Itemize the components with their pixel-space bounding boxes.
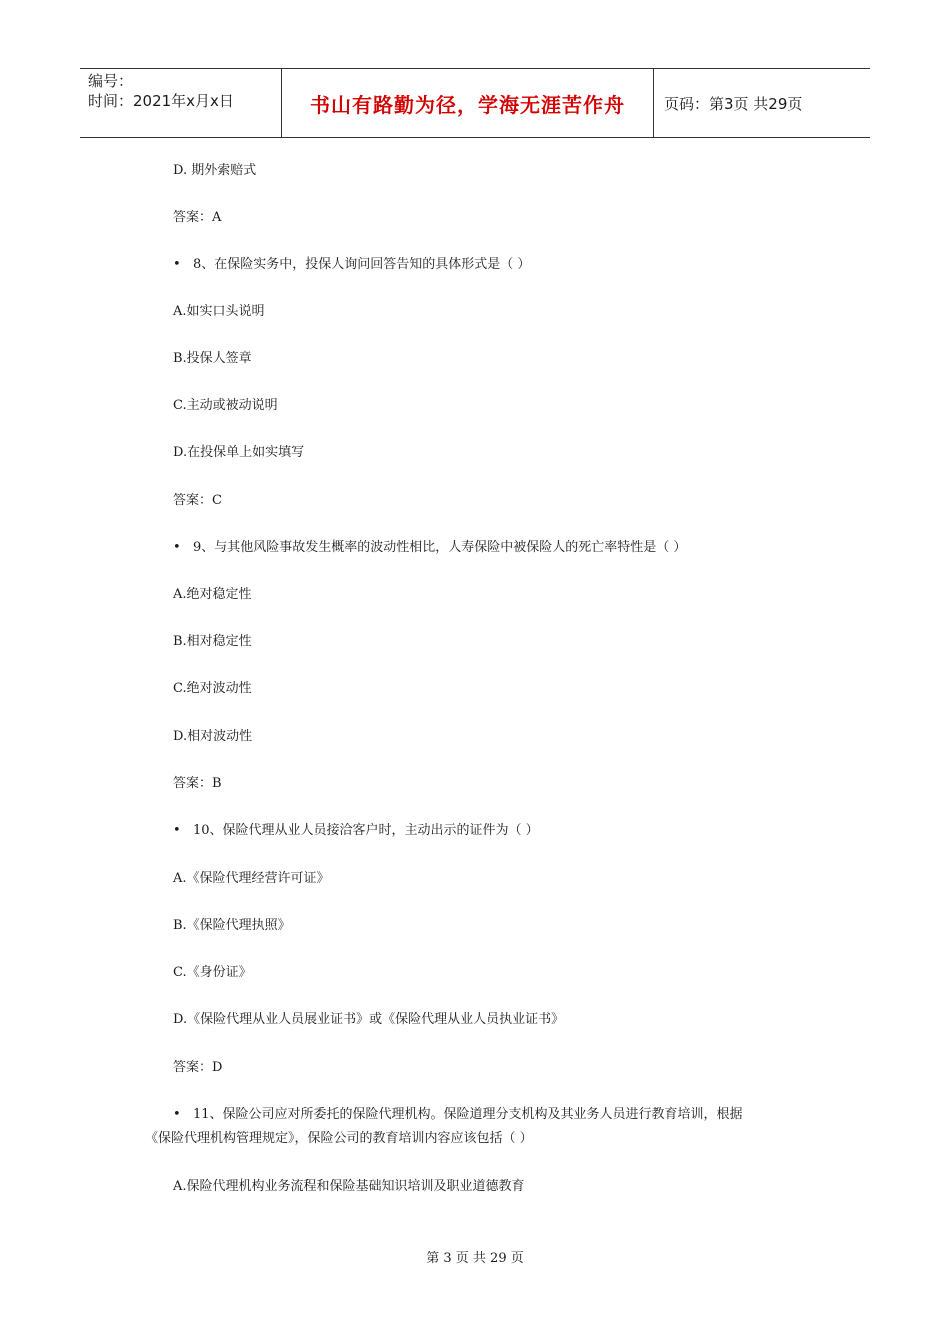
question-text: 10、保险代理从业人员接洽客户时，主动出示的证件为（ ） <box>193 823 539 838</box>
option-line: D.《保险代理从业人员展业证书》或《保险代理从业人员执业证书》 <box>173 1012 565 1027</box>
question-text: 9、与其他风险事故发生概率的波动性相比，人寿保险中被保险人的死亡率特性是（ ） <box>193 540 687 555</box>
option-line: B.投保人签章 <box>173 351 252 366</box>
option-line: D. 期外索赔式 <box>173 163 257 178</box>
option-line: A.如实口头说明 <box>173 304 265 319</box>
option-line: B.《保险代理执照》 <box>173 918 291 933</box>
page-header <box>80 68 870 138</box>
header-page-label: 页码：第3页 共29页 <box>664 94 803 113</box>
answer-line: 答案：C <box>173 493 222 508</box>
question-text: 11、保险公司应对所委托的保险代理机构。保险道理分支机构及其业务人员进行教育培训，根据 <box>193 1107 743 1122</box>
header-meta <box>80 69 282 137</box>
option-line: A.绝对稳定性 <box>173 587 252 602</box>
question-8 <box>173 256 530 274</box>
document-time-label: 时间：2021年x月x日 <box>88 92 234 110</box>
bullet-icon: • <box>173 257 181 272</box>
answer-line: 答案：D <box>173 1060 223 1075</box>
page-footer: 第 3 页 共 29 页 <box>426 1251 524 1266</box>
option-line: D.在投保单上如实填写 <box>173 445 305 460</box>
question-11-continuation: 《保险代理机构管理规定》，保险公司的教育培训内容应该包括（ ） <box>145 1131 533 1146</box>
option-line: C.《身份证》 <box>173 965 252 980</box>
question-9 <box>173 539 686 557</box>
bullet-icon: • <box>173 823 181 838</box>
answer-line: 答案：B <box>173 776 222 791</box>
option-line: C.绝对波动性 <box>173 681 252 696</box>
question-11 <box>173 1106 743 1124</box>
option-line: C.主动或被动说明 <box>173 398 278 413</box>
bullet-icon: • <box>173 540 181 555</box>
question-text: 8、在保险实务中，投保人询问回答告知的具体形式是（ ） <box>193 257 531 272</box>
document-number-label: 编号： <box>88 72 134 90</box>
option-line: B.相对稳定性 <box>173 634 252 649</box>
bullet-icon: • <box>173 1107 181 1122</box>
answer-line: 答案：A <box>173 210 222 225</box>
question-10 <box>173 822 539 840</box>
header-motto: 书山有路勤为径，学海无涯苦作舟 <box>282 69 654 137</box>
option-line: A.《保险代理经营许可证》 <box>173 871 330 886</box>
option-line: A.保险代理机构业务流程和保险基础知识培训及职业道德教育 <box>173 1179 525 1194</box>
option-line: D.相对波动性 <box>173 729 253 744</box>
